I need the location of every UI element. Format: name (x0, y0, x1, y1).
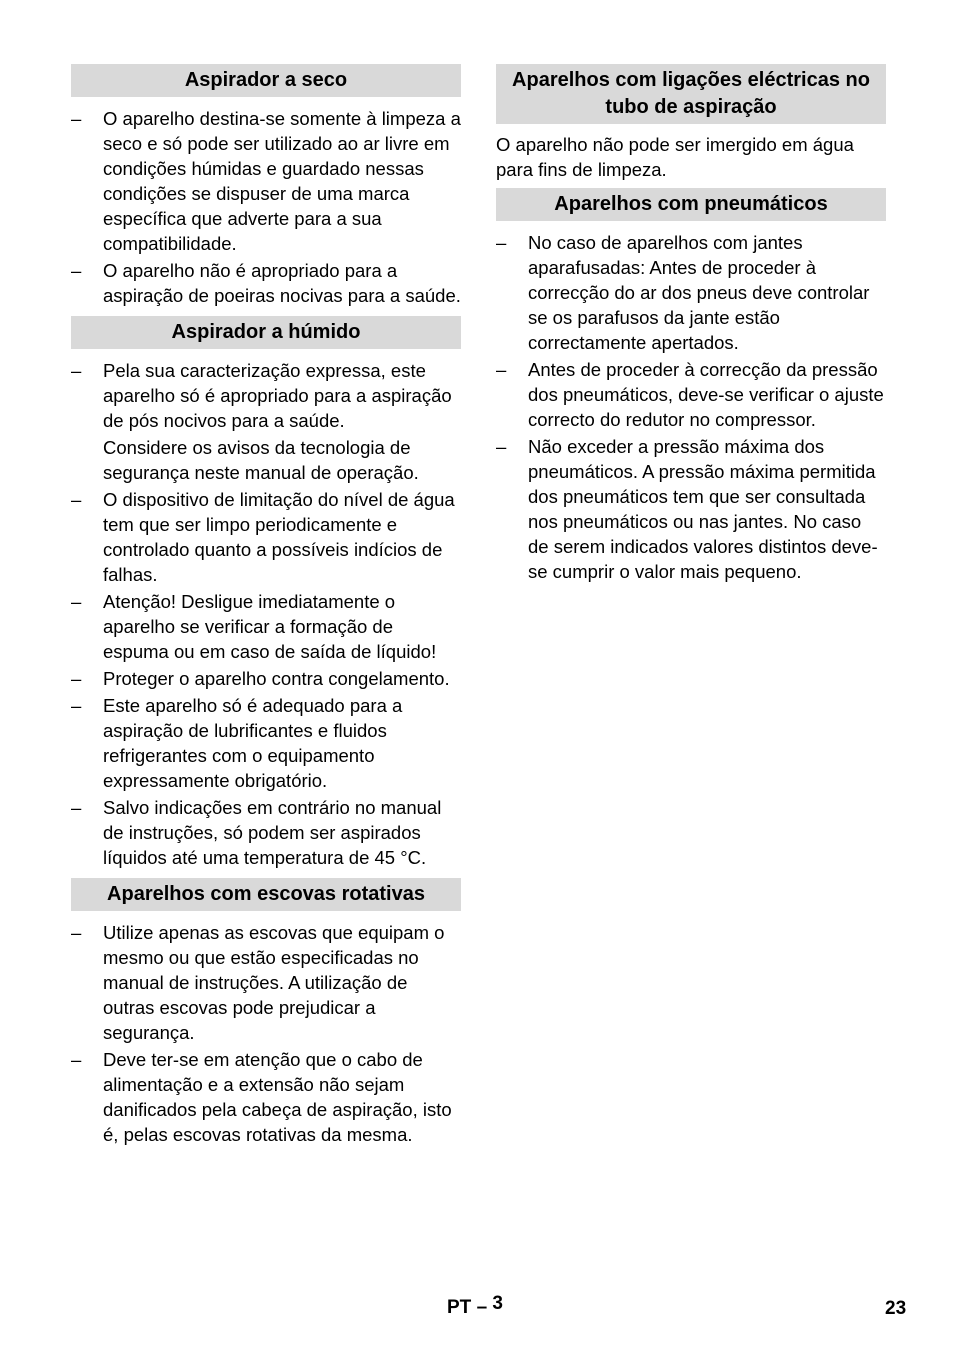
dash-bullet: – (71, 922, 82, 943)
list-item-text: Deve ter-se em atenção que o cabo de alimentação e a extensão não sejam danificados pela cabeça de aspiração, isto é, pelas escovas rotativas da mesma. (103, 1049, 452, 1145)
list-item-text: O dispositivo de limitação do nível de água tem que ser limpo periodicamente e controlado quanto a possíveis indícios de falhas. (103, 489, 455, 585)
paragraph: O aparelho não pode ser imergido em água para fins de limpeza. (496, 134, 854, 180)
section-page-number: 3 (492, 1293, 503, 1314)
dash-bullet: – (496, 436, 507, 457)
page-number: 23 (885, 1298, 907, 1319)
right-column (496, 64, 886, 592)
list-item (71, 358, 461, 485)
language-code: PT (447, 1297, 472, 1318)
list-item-text: Este aparelho só é adequado para a aspiração de lubrificantes e fluidos refrigerantes com o equipamento expressamente obrigatório. (103, 695, 403, 791)
bullet-list (71, 106, 461, 308)
left-column (71, 64, 461, 1155)
list-item (71, 920, 461, 1045)
section-aspirador-seco (71, 64, 461, 308)
list-item (71, 666, 461, 691)
section-heading: Aparelhos com escovas rotativas (71, 878, 461, 911)
list-item (71, 693, 461, 793)
list-item-text: Salvo indicações em contrário no manual de instruções, só podem ser aspirados líquidos até uma temperatura de 45 °C. (103, 797, 442, 868)
list-item-text: No caso de aparelhos com jantes aparafusadas: Antes de proceder à correcção do ar dos pneus deve controlar se os parafusos da jante estão correctamente apertados. (528, 232, 870, 353)
dash-bullet: – (496, 232, 507, 253)
dash-bullet: – (496, 359, 507, 380)
list-item-text: Proteger o aparelho contra congelamento. (103, 668, 450, 689)
list-item (496, 434, 886, 584)
list-item (71, 258, 461, 308)
footer-language-section (447, 1293, 503, 1319)
dash-bullet: – (71, 797, 82, 818)
list-item (71, 106, 461, 256)
dash-bullet: – (71, 360, 82, 381)
section-escovas-rotativas (71, 878, 461, 1147)
list-item (71, 589, 461, 664)
bullet-list (71, 920, 461, 1147)
list-item-text: Não exceder a pressão máxima dos pneumáticos. A pressão máxima permitida dos pneumáticos tem que ser consultada nos pneumáticos ou nas jantes. No caso de serem indicados valores distintos deve-se cumprir o valor mais pequeno. (528, 436, 878, 582)
section-heading: Aspirador a húmido (71, 316, 461, 349)
list-item-text: Atenção! Desligue imediatamente o aparelho se verificar a formação de espuma ou em caso de saída de líquido! (103, 591, 437, 662)
bullet-list (496, 230, 886, 584)
dash-bullet: – (71, 591, 82, 612)
list-item-text: Antes de proceder à correcção da pressão dos pneumáticos, deve-se verificar o ajuste correcto do redutor no compressor. (528, 359, 884, 430)
dash-bullet: – (71, 260, 82, 281)
list-item (71, 1047, 461, 1147)
list-item-text: Utilize apenas as escovas que equipam o mesmo ou que estão especificadas no manual de instruções. A utilização de outras escovas pode prejudicar a segurança. (103, 922, 445, 1043)
section-aspirador-humido (71, 316, 461, 870)
dash-bullet: – (71, 108, 82, 129)
section-ligacoes-electricas (496, 64, 886, 182)
list-item-continuation: Considere os avisos da tecnologia de segurança neste manual de operação. (103, 437, 419, 483)
section-heading: Aparelhos com pneumáticos (496, 188, 886, 221)
list-item-text: O aparelho destina-se somente à limpeza a seco e só pode ser utilizado ao ar livre em condições húmidas e guardado nessas condições se dispuser de uma marca específica que adverte para a sua compatibilidade. (103, 108, 461, 254)
bullet-list (71, 358, 461, 870)
section-heading: Aparelhos com ligações eléctricas no tubo de aspiração (496, 64, 886, 124)
list-item-text: O aparelho não é apropriado para a aspiração de poeiras nocivas para a saúde. (103, 260, 461, 306)
dash-bullet: – (71, 1049, 82, 1070)
list-item (71, 487, 461, 587)
dash-bullet: – (71, 489, 82, 510)
section-heading: Aspirador a seco (71, 64, 461, 97)
list-item (496, 357, 886, 432)
footer-separator: – (476, 1297, 488, 1318)
list-item (71, 795, 461, 870)
dash-bullet: – (71, 668, 82, 689)
dash-bullet: – (71, 695, 82, 716)
list-item (496, 230, 886, 355)
section-pneumaticos (496, 188, 886, 584)
list-item-text: Pela sua caracterização expressa, este aparelho só é apropriado para a aspiração de pós nocivos para a saúde. (103, 360, 452, 431)
